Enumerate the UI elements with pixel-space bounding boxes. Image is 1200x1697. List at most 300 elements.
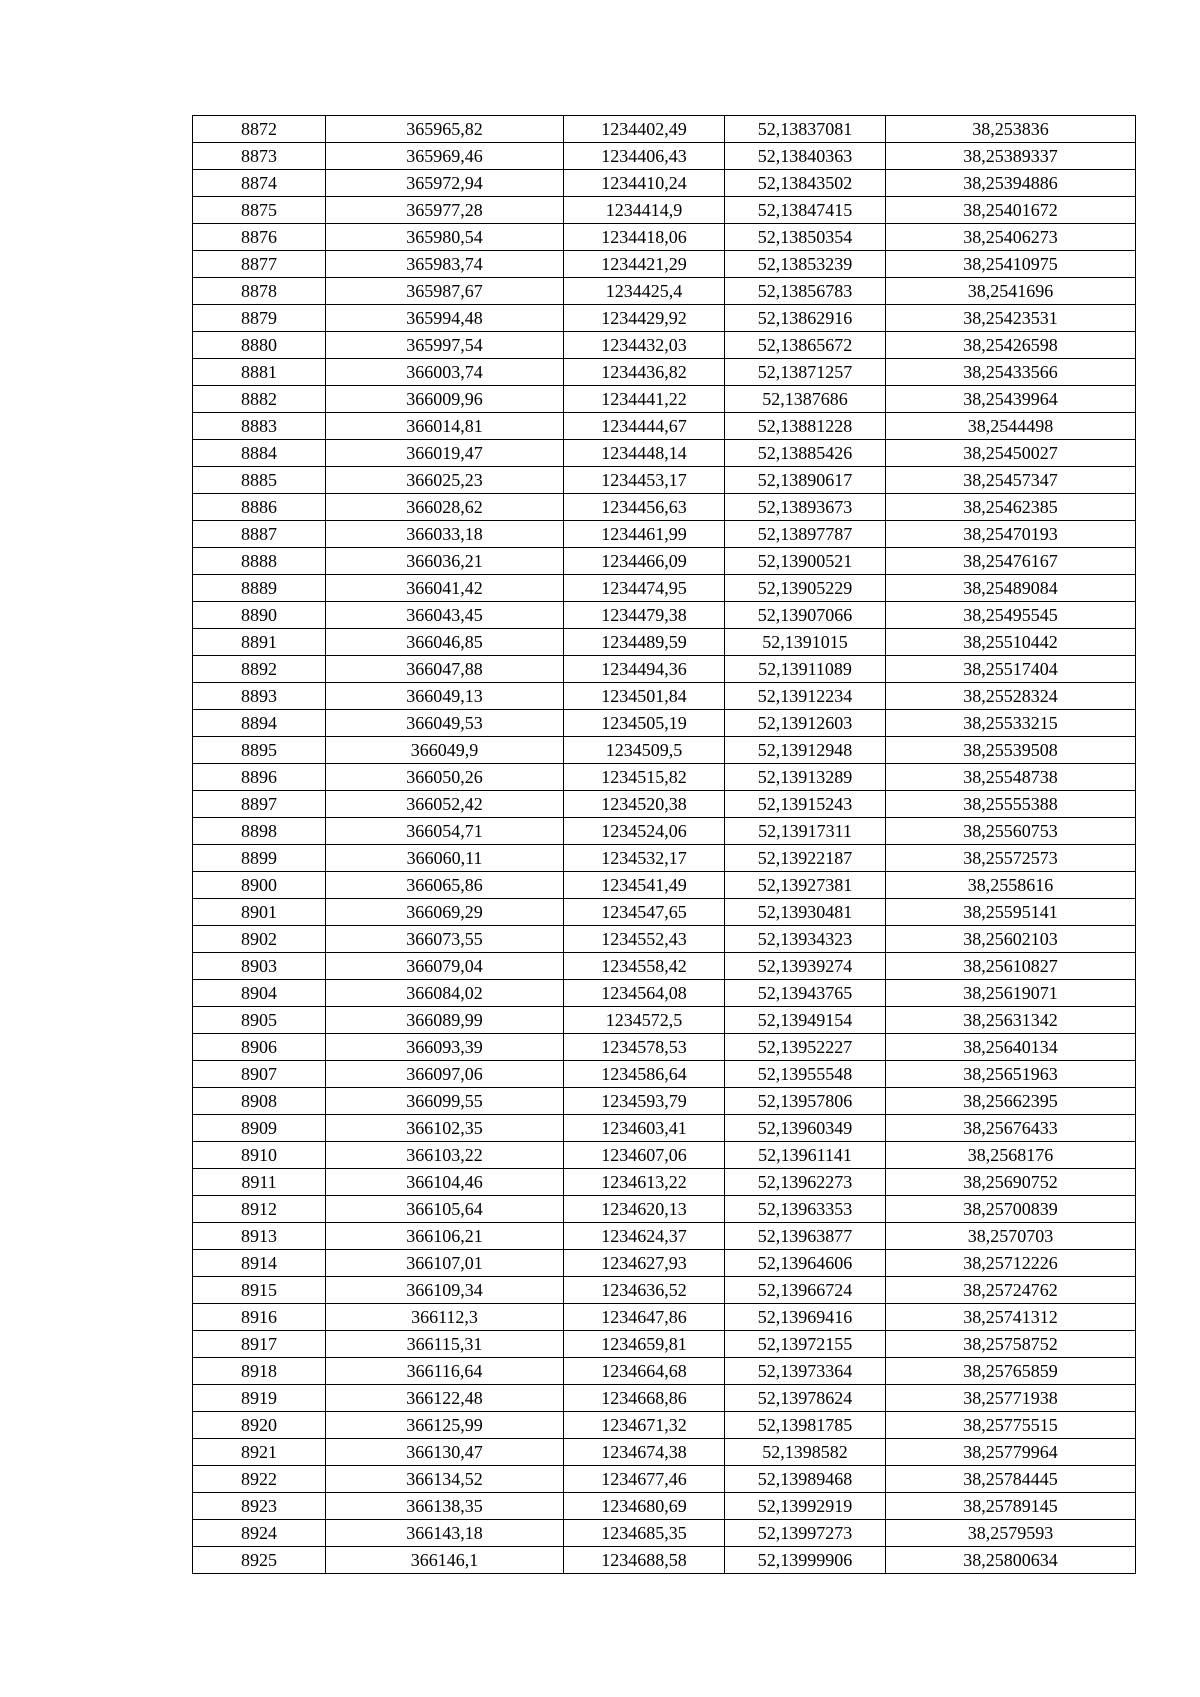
table-row bbox=[193, 899, 1136, 926]
latitude-cell: 52,13900521 bbox=[725, 548, 886, 575]
latitude-cell: 52,13871257 bbox=[725, 359, 886, 386]
x-coordinate-cell: 365994,48 bbox=[326, 305, 564, 332]
point-number-cell: 8890 bbox=[193, 602, 326, 629]
x-coordinate-cell: 366041,42 bbox=[326, 575, 564, 602]
x-coordinate-cell: 366025,23 bbox=[326, 467, 564, 494]
latitude-cell: 52,13927381 bbox=[725, 872, 886, 899]
longitude-cell: 38,25724762 bbox=[886, 1277, 1136, 1304]
y-coordinate-cell: 1234456,63 bbox=[564, 494, 725, 521]
table-row bbox=[193, 683, 1136, 710]
y-coordinate-cell: 1234432,03 bbox=[564, 332, 725, 359]
point-number-cell: 8877 bbox=[193, 251, 326, 278]
longitude-cell: 38,25410975 bbox=[886, 251, 1136, 278]
latitude-cell: 52,13912948 bbox=[725, 737, 886, 764]
y-coordinate-cell: 1234501,84 bbox=[564, 683, 725, 710]
point-number-cell: 8910 bbox=[193, 1142, 326, 1169]
y-coordinate-cell: 1234671,32 bbox=[564, 1412, 725, 1439]
point-number-cell: 8887 bbox=[193, 521, 326, 548]
table-row bbox=[193, 143, 1136, 170]
point-number-cell: 8886 bbox=[193, 494, 326, 521]
table-row bbox=[193, 1007, 1136, 1034]
table-row bbox=[193, 1547, 1136, 1574]
longitude-cell: 38,25602103 bbox=[886, 926, 1136, 953]
table-row bbox=[193, 737, 1136, 764]
latitude-cell: 52,13881228 bbox=[725, 413, 886, 440]
y-coordinate-cell: 1234453,17 bbox=[564, 467, 725, 494]
table-row bbox=[193, 548, 1136, 575]
y-coordinate-cell: 1234620,13 bbox=[564, 1196, 725, 1223]
longitude-cell: 38,25640134 bbox=[886, 1034, 1136, 1061]
longitude-cell: 38,25426598 bbox=[886, 332, 1136, 359]
latitude-cell: 52,13962273 bbox=[725, 1169, 886, 1196]
longitude-cell: 38,25528324 bbox=[886, 683, 1136, 710]
y-coordinate-cell: 1234664,68 bbox=[564, 1358, 725, 1385]
latitude-cell: 52,13917311 bbox=[725, 818, 886, 845]
x-coordinate-cell: 366054,71 bbox=[326, 818, 564, 845]
longitude-cell: 38,25771938 bbox=[886, 1385, 1136, 1412]
longitude-cell: 38,25457347 bbox=[886, 467, 1136, 494]
point-number-cell: 8892 bbox=[193, 656, 326, 683]
point-number-cell: 8898 bbox=[193, 818, 326, 845]
table-row bbox=[193, 1169, 1136, 1196]
x-coordinate-cell: 366102,35 bbox=[326, 1115, 564, 1142]
longitude-cell: 38,2544498 bbox=[886, 413, 1136, 440]
x-coordinate-cell: 365969,46 bbox=[326, 143, 564, 170]
point-number-cell: 8903 bbox=[193, 953, 326, 980]
latitude-cell: 52,13939274 bbox=[725, 953, 886, 980]
table-row bbox=[193, 224, 1136, 251]
longitude-cell: 38,25572573 bbox=[886, 845, 1136, 872]
y-coordinate-cell: 1234524,06 bbox=[564, 818, 725, 845]
y-coordinate-cell: 1234603,41 bbox=[564, 1115, 725, 1142]
point-number-cell: 8889 bbox=[193, 575, 326, 602]
point-number-cell: 8872 bbox=[193, 116, 326, 143]
x-coordinate-cell: 366112,3 bbox=[326, 1304, 564, 1331]
longitude-cell: 38,25775515 bbox=[886, 1412, 1136, 1439]
y-coordinate-cell: 1234685,35 bbox=[564, 1520, 725, 1547]
x-coordinate-cell: 366046,85 bbox=[326, 629, 564, 656]
table-row bbox=[193, 764, 1136, 791]
x-coordinate-cell: 366036,21 bbox=[326, 548, 564, 575]
point-number-cell: 8888 bbox=[193, 548, 326, 575]
longitude-cell: 38,253836 bbox=[886, 116, 1136, 143]
table-row bbox=[193, 1034, 1136, 1061]
y-coordinate-cell: 1234572,5 bbox=[564, 1007, 725, 1034]
latitude-cell: 52,13989468 bbox=[725, 1466, 886, 1493]
y-coordinate-cell: 1234494,36 bbox=[564, 656, 725, 683]
y-coordinate-cell: 1234429,92 bbox=[564, 305, 725, 332]
y-coordinate-cell: 1234680,69 bbox=[564, 1493, 725, 1520]
x-coordinate-cell: 366028,62 bbox=[326, 494, 564, 521]
longitude-cell: 38,25495545 bbox=[886, 602, 1136, 629]
x-coordinate-cell: 365987,67 bbox=[326, 278, 564, 305]
table-row bbox=[193, 1439, 1136, 1466]
longitude-cell: 38,2568176 bbox=[886, 1142, 1136, 1169]
table-row bbox=[193, 872, 1136, 899]
latitude-cell: 52,13843502 bbox=[725, 170, 886, 197]
table-row bbox=[193, 1493, 1136, 1520]
point-number-cell: 8895 bbox=[193, 737, 326, 764]
x-coordinate-cell: 366104,46 bbox=[326, 1169, 564, 1196]
latitude-cell: 52,1387686 bbox=[725, 386, 886, 413]
y-coordinate-cell: 1234558,42 bbox=[564, 953, 725, 980]
latitude-cell: 52,13912234 bbox=[725, 683, 886, 710]
longitude-cell: 38,25489084 bbox=[886, 575, 1136, 602]
longitude-cell: 38,25741312 bbox=[886, 1304, 1136, 1331]
longitude-cell: 38,25595141 bbox=[886, 899, 1136, 926]
table-row bbox=[193, 1061, 1136, 1088]
table-row bbox=[193, 116, 1136, 143]
y-coordinate-cell: 1234668,86 bbox=[564, 1385, 725, 1412]
point-number-cell: 8876 bbox=[193, 224, 326, 251]
longitude-cell: 38,25690752 bbox=[886, 1169, 1136, 1196]
latitude-cell: 52,13853239 bbox=[725, 251, 886, 278]
longitude-cell: 38,2541696 bbox=[886, 278, 1136, 305]
table-row bbox=[193, 980, 1136, 1007]
y-coordinate-cell: 1234677,46 bbox=[564, 1466, 725, 1493]
latitude-cell: 52,13913289 bbox=[725, 764, 886, 791]
point-number-cell: 8919 bbox=[193, 1385, 326, 1412]
x-coordinate-cell: 366069,29 bbox=[326, 899, 564, 926]
x-coordinate-cell: 366049,13 bbox=[326, 683, 564, 710]
table-row bbox=[193, 251, 1136, 278]
latitude-cell: 52,13912603 bbox=[725, 710, 886, 737]
longitude-cell: 38,25712226 bbox=[886, 1250, 1136, 1277]
x-coordinate-cell: 366052,42 bbox=[326, 791, 564, 818]
y-coordinate-cell: 1234532,17 bbox=[564, 845, 725, 872]
table-row bbox=[193, 197, 1136, 224]
table-row bbox=[193, 1358, 1136, 1385]
x-coordinate-cell: 366143,18 bbox=[326, 1520, 564, 1547]
point-number-cell: 8878 bbox=[193, 278, 326, 305]
table-row bbox=[193, 575, 1136, 602]
point-number-cell: 8915 bbox=[193, 1277, 326, 1304]
y-coordinate-cell: 1234624,37 bbox=[564, 1223, 725, 1250]
latitude-cell: 52,13922187 bbox=[725, 845, 886, 872]
point-number-cell: 8875 bbox=[193, 197, 326, 224]
x-coordinate-cell: 366084,02 bbox=[326, 980, 564, 1007]
table-row bbox=[193, 440, 1136, 467]
longitude-cell: 38,25560753 bbox=[886, 818, 1136, 845]
x-coordinate-cell: 366099,55 bbox=[326, 1088, 564, 1115]
longitude-cell: 38,25470193 bbox=[886, 521, 1136, 548]
latitude-cell: 52,13905229 bbox=[725, 575, 886, 602]
table-row bbox=[193, 1304, 1136, 1331]
point-number-cell: 8899 bbox=[193, 845, 326, 872]
y-coordinate-cell: 1234489,59 bbox=[564, 629, 725, 656]
latitude-cell: 52,13837081 bbox=[725, 116, 886, 143]
point-number-cell: 8917 bbox=[193, 1331, 326, 1358]
latitude-cell: 52,13997273 bbox=[725, 1520, 886, 1547]
table-row bbox=[193, 710, 1136, 737]
longitude-cell: 38,2570703 bbox=[886, 1223, 1136, 1250]
y-coordinate-cell: 1234448,14 bbox=[564, 440, 725, 467]
point-number-cell: 8921 bbox=[193, 1439, 326, 1466]
point-number-cell: 8922 bbox=[193, 1466, 326, 1493]
table-row bbox=[193, 1115, 1136, 1142]
y-coordinate-cell: 1234466,09 bbox=[564, 548, 725, 575]
point-number-cell: 8902 bbox=[193, 926, 326, 953]
point-number-cell: 8912 bbox=[193, 1196, 326, 1223]
longitude-cell: 38,25401672 bbox=[886, 197, 1136, 224]
table-row bbox=[193, 845, 1136, 872]
x-coordinate-cell: 365977,28 bbox=[326, 197, 564, 224]
latitude-cell: 52,13897787 bbox=[725, 521, 886, 548]
table-row bbox=[193, 1277, 1136, 1304]
x-coordinate-cell: 365965,82 bbox=[326, 116, 564, 143]
longitude-cell: 38,25784445 bbox=[886, 1466, 1136, 1493]
x-coordinate-cell: 366047,88 bbox=[326, 656, 564, 683]
y-coordinate-cell: 1234578,53 bbox=[564, 1034, 725, 1061]
x-coordinate-cell: 366115,31 bbox=[326, 1331, 564, 1358]
latitude-cell: 52,13949154 bbox=[725, 1007, 886, 1034]
latitude-cell: 52,13952227 bbox=[725, 1034, 886, 1061]
longitude-cell: 38,25539508 bbox=[886, 737, 1136, 764]
x-coordinate-cell: 366050,26 bbox=[326, 764, 564, 791]
point-number-cell: 8905 bbox=[193, 1007, 326, 1034]
table-row bbox=[193, 629, 1136, 656]
longitude-cell: 38,25800634 bbox=[886, 1547, 1136, 1574]
longitude-cell: 38,25676433 bbox=[886, 1115, 1136, 1142]
y-coordinate-cell: 1234520,38 bbox=[564, 791, 725, 818]
point-number-cell: 8924 bbox=[193, 1520, 326, 1547]
latitude-cell: 52,13893673 bbox=[725, 494, 886, 521]
x-coordinate-cell: 366043,45 bbox=[326, 602, 564, 629]
latitude-cell: 52,13961141 bbox=[725, 1142, 886, 1169]
table-row bbox=[193, 818, 1136, 845]
longitude-cell: 38,25789145 bbox=[886, 1493, 1136, 1520]
latitude-cell: 52,13907066 bbox=[725, 602, 886, 629]
point-number-cell: 8923 bbox=[193, 1493, 326, 1520]
y-coordinate-cell: 1234659,81 bbox=[564, 1331, 725, 1358]
point-number-cell: 8909 bbox=[193, 1115, 326, 1142]
longitude-cell: 38,25651963 bbox=[886, 1061, 1136, 1088]
latitude-cell: 52,13890617 bbox=[725, 467, 886, 494]
y-coordinate-cell: 1234564,08 bbox=[564, 980, 725, 1007]
x-coordinate-cell: 366107,01 bbox=[326, 1250, 564, 1277]
latitude-cell: 52,13972155 bbox=[725, 1331, 886, 1358]
point-number-cell: 8897 bbox=[193, 791, 326, 818]
y-coordinate-cell: 1234688,58 bbox=[564, 1547, 725, 1574]
longitude-cell: 38,25765859 bbox=[886, 1358, 1136, 1385]
longitude-cell: 38,25555388 bbox=[886, 791, 1136, 818]
y-coordinate-cell: 1234674,38 bbox=[564, 1439, 725, 1466]
x-coordinate-cell: 366103,22 bbox=[326, 1142, 564, 1169]
x-coordinate-cell: 366073,55 bbox=[326, 926, 564, 953]
table-row bbox=[193, 1412, 1136, 1439]
latitude-cell: 52,13957806 bbox=[725, 1088, 886, 1115]
table-row bbox=[193, 494, 1136, 521]
longitude-cell: 38,25389337 bbox=[886, 143, 1136, 170]
table-row bbox=[193, 521, 1136, 548]
x-coordinate-cell: 366079,04 bbox=[326, 953, 564, 980]
y-coordinate-cell: 1234414,9 bbox=[564, 197, 725, 224]
longitude-cell: 38,25510442 bbox=[886, 629, 1136, 656]
longitude-cell: 38,25406273 bbox=[886, 224, 1136, 251]
x-coordinate-cell: 366089,99 bbox=[326, 1007, 564, 1034]
y-coordinate-cell: 1234436,82 bbox=[564, 359, 725, 386]
latitude-cell: 52,13978624 bbox=[725, 1385, 886, 1412]
latitude-cell: 52,13850354 bbox=[725, 224, 886, 251]
point-number-cell: 8883 bbox=[193, 413, 326, 440]
latitude-cell: 52,13840363 bbox=[725, 143, 886, 170]
table-row bbox=[193, 1088, 1136, 1115]
longitude-cell: 38,25394886 bbox=[886, 170, 1136, 197]
x-coordinate-cell: 366003,74 bbox=[326, 359, 564, 386]
latitude-cell: 52,13862916 bbox=[725, 305, 886, 332]
point-number-cell: 8893 bbox=[193, 683, 326, 710]
y-coordinate-cell: 1234418,06 bbox=[564, 224, 725, 251]
table-row bbox=[193, 953, 1136, 980]
longitude-cell: 38,25517404 bbox=[886, 656, 1136, 683]
point-number-cell: 8916 bbox=[193, 1304, 326, 1331]
x-coordinate-cell: 366116,64 bbox=[326, 1358, 564, 1385]
latitude-cell: 52,13943765 bbox=[725, 980, 886, 1007]
longitude-cell: 38,25439964 bbox=[886, 386, 1136, 413]
y-coordinate-cell: 1234613,22 bbox=[564, 1169, 725, 1196]
point-number-cell: 8879 bbox=[193, 305, 326, 332]
longitude-cell: 38,25662395 bbox=[886, 1088, 1136, 1115]
y-coordinate-cell: 1234636,52 bbox=[564, 1277, 725, 1304]
point-number-cell: 8911 bbox=[193, 1169, 326, 1196]
table-row bbox=[193, 1385, 1136, 1412]
latitude-cell: 52,13885426 bbox=[725, 440, 886, 467]
y-coordinate-cell: 1234547,65 bbox=[564, 899, 725, 926]
latitude-cell: 52,13964606 bbox=[725, 1250, 886, 1277]
point-number-cell: 8885 bbox=[193, 467, 326, 494]
x-coordinate-cell: 366125,99 bbox=[326, 1412, 564, 1439]
y-coordinate-cell: 1234402,49 bbox=[564, 116, 725, 143]
x-coordinate-cell: 366049,9 bbox=[326, 737, 564, 764]
table-row bbox=[193, 386, 1136, 413]
latitude-cell: 52,13963353 bbox=[725, 1196, 886, 1223]
x-coordinate-cell: 366122,48 bbox=[326, 1385, 564, 1412]
point-number-cell: 8896 bbox=[193, 764, 326, 791]
table-row bbox=[193, 926, 1136, 953]
point-number-cell: 8925 bbox=[193, 1547, 326, 1574]
table-row bbox=[193, 413, 1136, 440]
longitude-cell: 38,25548738 bbox=[886, 764, 1136, 791]
table-row bbox=[193, 1520, 1136, 1547]
table-row bbox=[193, 1196, 1136, 1223]
point-number-cell: 8907 bbox=[193, 1061, 326, 1088]
x-coordinate-cell: 366019,47 bbox=[326, 440, 564, 467]
y-coordinate-cell: 1234541,49 bbox=[564, 872, 725, 899]
x-coordinate-cell: 366060,11 bbox=[326, 845, 564, 872]
latitude-cell: 52,13960349 bbox=[725, 1115, 886, 1142]
point-number-cell: 8914 bbox=[193, 1250, 326, 1277]
latitude-cell: 52,1398582 bbox=[725, 1439, 886, 1466]
longitude-cell: 38,2579593 bbox=[886, 1520, 1136, 1547]
point-number-cell: 8874 bbox=[193, 170, 326, 197]
x-coordinate-cell: 365980,54 bbox=[326, 224, 564, 251]
x-coordinate-cell: 365997,54 bbox=[326, 332, 564, 359]
table-body bbox=[193, 116, 1136, 1574]
table-row bbox=[193, 1250, 1136, 1277]
x-coordinate-cell: 366109,34 bbox=[326, 1277, 564, 1304]
y-coordinate-cell: 1234406,43 bbox=[564, 143, 725, 170]
x-coordinate-cell: 366097,06 bbox=[326, 1061, 564, 1088]
latitude-cell: 52,1391015 bbox=[725, 629, 886, 656]
latitude-cell: 52,13955548 bbox=[725, 1061, 886, 1088]
longitude-cell: 38,25533215 bbox=[886, 710, 1136, 737]
y-coordinate-cell: 1234552,43 bbox=[564, 926, 725, 953]
y-coordinate-cell: 1234425,4 bbox=[564, 278, 725, 305]
latitude-cell: 52,13999906 bbox=[725, 1547, 886, 1574]
y-coordinate-cell: 1234509,5 bbox=[564, 737, 725, 764]
longitude-cell: 38,25476167 bbox=[886, 548, 1136, 575]
y-coordinate-cell: 1234421,29 bbox=[564, 251, 725, 278]
longitude-cell: 38,25423531 bbox=[886, 305, 1136, 332]
x-coordinate-cell: 366130,47 bbox=[326, 1439, 564, 1466]
x-coordinate-cell: 366014,81 bbox=[326, 413, 564, 440]
longitude-cell: 38,25779964 bbox=[886, 1439, 1136, 1466]
y-coordinate-cell: 1234444,67 bbox=[564, 413, 725, 440]
y-coordinate-cell: 1234505,19 bbox=[564, 710, 725, 737]
longitude-cell: 38,25450027 bbox=[886, 440, 1136, 467]
point-number-cell: 8920 bbox=[193, 1412, 326, 1439]
point-number-cell: 8913 bbox=[193, 1223, 326, 1250]
table-row bbox=[193, 1331, 1136, 1358]
table-row bbox=[193, 656, 1136, 683]
y-coordinate-cell: 1234515,82 bbox=[564, 764, 725, 791]
latitude-cell: 52,13847415 bbox=[725, 197, 886, 224]
longitude-cell: 38,25619071 bbox=[886, 980, 1136, 1007]
table-row bbox=[193, 332, 1136, 359]
x-coordinate-cell: 366106,21 bbox=[326, 1223, 564, 1250]
y-coordinate-cell: 1234461,99 bbox=[564, 521, 725, 548]
table-row bbox=[193, 278, 1136, 305]
longitude-cell: 38,25631342 bbox=[886, 1007, 1136, 1034]
longitude-cell: 38,25462385 bbox=[886, 494, 1136, 521]
latitude-cell: 52,13911089 bbox=[725, 656, 886, 683]
point-number-cell: 8904 bbox=[193, 980, 326, 1007]
latitude-cell: 52,13973364 bbox=[725, 1358, 886, 1385]
point-number-cell: 8882 bbox=[193, 386, 326, 413]
point-number-cell: 8881 bbox=[193, 359, 326, 386]
y-coordinate-cell: 1234627,93 bbox=[564, 1250, 725, 1277]
latitude-cell: 52,13856783 bbox=[725, 278, 886, 305]
latitude-cell: 52,13992919 bbox=[725, 1493, 886, 1520]
x-coordinate-cell: 366138,35 bbox=[326, 1493, 564, 1520]
y-coordinate-cell: 1234479,38 bbox=[564, 602, 725, 629]
longitude-cell: 38,25433566 bbox=[886, 359, 1136, 386]
x-coordinate-cell: 366146,1 bbox=[326, 1547, 564, 1574]
point-number-cell: 8873 bbox=[193, 143, 326, 170]
x-coordinate-cell: 365983,74 bbox=[326, 251, 564, 278]
latitude-cell: 52,13966724 bbox=[725, 1277, 886, 1304]
table-row bbox=[193, 602, 1136, 629]
latitude-cell: 52,13865672 bbox=[725, 332, 886, 359]
longitude-cell: 38,25758752 bbox=[886, 1331, 1136, 1358]
point-number-cell: 8900 bbox=[193, 872, 326, 899]
point-number-cell: 8908 bbox=[193, 1088, 326, 1115]
y-coordinate-cell: 1234593,79 bbox=[564, 1088, 725, 1115]
y-coordinate-cell: 1234607,06 bbox=[564, 1142, 725, 1169]
table-row bbox=[193, 467, 1136, 494]
point-number-cell: 8918 bbox=[193, 1358, 326, 1385]
point-number-cell: 8901 bbox=[193, 899, 326, 926]
table-row bbox=[193, 170, 1136, 197]
y-coordinate-cell: 1234474,95 bbox=[564, 575, 725, 602]
latitude-cell: 52,13969416 bbox=[725, 1304, 886, 1331]
x-coordinate-cell: 366065,86 bbox=[326, 872, 564, 899]
latitude-cell: 52,13981785 bbox=[725, 1412, 886, 1439]
latitude-cell: 52,13930481 bbox=[725, 899, 886, 926]
table-row bbox=[193, 305, 1136, 332]
latitude-cell: 52,13963877 bbox=[725, 1223, 886, 1250]
coordinates-table bbox=[192, 115, 1136, 1574]
